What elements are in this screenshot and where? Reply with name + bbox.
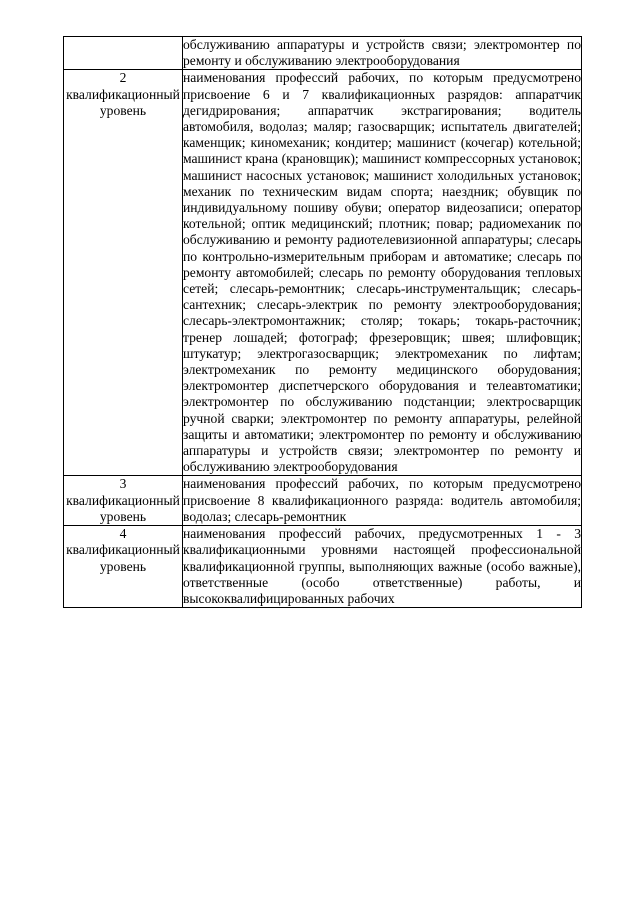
level-number: 2: [119, 70, 127, 86]
profession-description: наименования профессий рабочих, по которым предусмотрено присвоение 6 и 7 квалификационных разрядов: аппаратчик дегидрирования; аппаратчик экстрагирования; водитель автомобиля, водолаз; маляр; газосварщик; испытатель двигателей; каменщик; киномеханик; кондитер; машинист (кочегар) котельной; машинист крана (крановщик); машинист компрессорных установок; машинист насосных установок; машинист холодильных установок; механик по техническим видам спорта; наездник; обувщик по индивидуальному пошиву обуви; оператор видеозаписи; оператор котельной; оптик медицинский; плотник; повар; радиомеханик по обслуживанию и ремонту радиотелевизионной аппаратуры; слесарь по контрольно-измерительным приборам и автоматике; слесарь по ремонту автомобилей; слесарь по ремонту оборудования тепловых сетей; слесарь-ремонтник; слесарь-инструментальщик; слесарь-сантехник; слесарь-электрик по ремонту электрооборудования; слесарь-электромонтажник; столяр; токарь; токарь-расточник; тренер лошадей; фотограф; фрезеровщик; швея; шлифовщик; штукатур; электрогазосварщик; электромеханик по лифтам; электромеханик по ремонту медицинского оборудования; электромонтер диспетчерского оборудования и телеавтоматики; электромонтер по обслуживанию подстанции; электросварщик ручной сварки; электромонтер по ремонту аппаратуры, релейной защиты и автоматики; электромонтер по ремонту и обслуживанию аппаратуры и устройств связи; электромонтер по ремонту и обслуживанию электрооборудования: [183, 70, 581, 475]
level-label: квалификационный уровень: [66, 542, 180, 574]
level-cell: [64, 476, 183, 526]
level-cell: [64, 70, 183, 476]
table-row: [64, 476, 582, 526]
profession-description: наименования профессий рабочих, по которым предусмотрено присвоение 8 квалификационного разряда: водитель автомобиля; водолаз; слесарь-ремонтник: [183, 476, 581, 524]
table-row: [64, 37, 582, 70]
level-label: квалификационный уровень: [66, 86, 180, 118]
profession-description: наименования профессий рабочих, предусмотренных 1 - 3 квалификационными уровнями настоящей профессиональной квалификационной группы, выполняющих важные (особо важные), ответственные (особо ответственные) работы, и высококвалифицированных рабочих: [183, 526, 581, 606]
profession-description: обслуживанию аппаратуры и устройств связи; электромонтер по ремонту и обслуживанию электрооборудования: [183, 37, 581, 69]
level-number: 4: [119, 526, 127, 542]
level-cell: [64, 526, 183, 608]
level-cell: [64, 37, 183, 70]
table-row: [64, 70, 582, 476]
qualification-table: [63, 36, 582, 608]
level-number: 3: [119, 476, 127, 492]
table-row: [64, 526, 582, 608]
level-label: квалификационный уровень: [66, 492, 180, 524]
